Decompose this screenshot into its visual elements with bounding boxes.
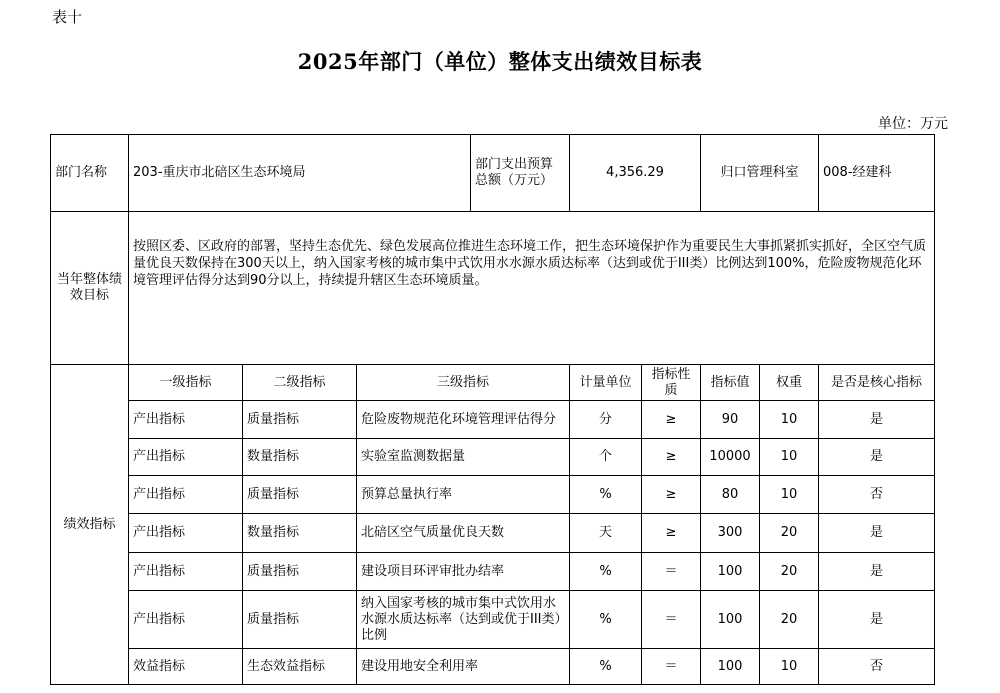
level3-cell: 危险废物规范化环境管理评估得分 [357,401,570,439]
unit-cell: % [570,591,642,649]
budget-label: 部门支出预算总额（万元） [471,135,570,212]
nature-cell: ≥ [642,514,701,553]
level1-cell: 效益指标 [129,649,243,685]
column-header: 一级指标 [129,365,243,401]
core-cell: 是 [819,591,935,649]
unit-cell: % [570,476,642,514]
level3-cell: 预算总量执行率 [357,476,570,514]
level2-cell: 质量指标 [243,476,357,514]
level2-cell: 质量指标 [243,591,357,649]
level3-cell: 纳入国家考核的城市集中式饮用水水源水质达标率（达到或优于III类）比例 [357,591,570,649]
weight-cell: 20 [760,591,819,649]
level1-cell: 产出指标 [129,439,243,476]
core-cell: 是 [819,401,935,439]
value-cell: 100 [701,649,760,685]
level1-cell: 产出指标 [129,476,243,514]
core-cell: 是 [819,514,935,553]
table-row [51,476,935,514]
goal-row [51,212,935,365]
core-cell: 否 [819,476,935,514]
nature-cell: ＝ [642,649,701,685]
level3-cell: 实验室监测数据量 [357,439,570,476]
table-row [51,591,935,649]
column-header: 二级指标 [243,365,357,401]
column-header: 是否是核心指标 [819,365,935,401]
core-cell: 否 [819,649,935,685]
nature-cell: ≥ [642,401,701,439]
core-cell: 是 [819,553,935,591]
unit-cell: % [570,553,642,591]
weight-cell: 10 [760,439,819,476]
value-cell: 100 [701,591,760,649]
column-header: 指标性质 [642,365,701,401]
unit-cell: 天 [570,514,642,553]
table-row [51,649,935,685]
office-label: 归口管理科室 [701,135,819,212]
nature-cell: ＝ [642,591,701,649]
value-cell: 90 [701,401,760,439]
office-value: 008-经建科 [819,135,935,212]
level2-cell: 质量指标 [243,553,357,591]
nature-cell: ＝ [642,553,701,591]
document-title: 2025年部门（单位）整体支出绩效目标表 [297,49,703,74]
value-cell: 300 [701,514,760,553]
table-row [51,439,935,476]
weight-cell: 20 [760,514,819,553]
goal-text: 按照区委、区政府的部署，坚持生态优先、绿色发展高位推进生态环境工作，把生态环境保护作为重要民生大事抓紧抓实抓好，全区空气质量优良天数保持在300天以上，纳入国家考核的城市集中式饮用水水源水质达标率（达到或优于III类）比例达到100%，危险废物规范化环境管理评估得分达到90分以上，持续提升辖区生态环境质量。 [129,212,935,365]
table-row [51,514,935,553]
column-header: 计量单位 [570,365,642,401]
goal-label: 当年整体绩效目标 [51,212,129,365]
table-number: 表十 [52,8,83,26]
weight-cell: 10 [760,649,819,685]
weight-cell: 10 [760,401,819,439]
value-cell: 80 [701,476,760,514]
unit-label: 单位：万元 [878,116,948,132]
value-cell: 10000 [701,439,760,476]
nature-cell: ≥ [642,439,701,476]
indicators-label: 绩效指标 [51,365,129,685]
level2-cell: 数量指标 [243,514,357,553]
level1-cell: 产出指标 [129,591,243,649]
performance-target-table [50,134,935,685]
budget-value: 4,356.29 [570,135,701,212]
value-cell: 100 [701,553,760,591]
dept-info-row [51,135,935,212]
level2-cell: 质量指标 [243,401,357,439]
column-header: 指标值 [701,365,760,401]
unit-cell: 分 [570,401,642,439]
level3-cell: 北碚区空气质量优良天数 [357,514,570,553]
level1-cell: 产出指标 [129,514,243,553]
indicator-header-row [51,365,935,401]
weight-cell: 20 [760,553,819,591]
table-row [51,553,935,591]
level1-cell: 产出指标 [129,401,243,439]
nature-cell: ≥ [642,476,701,514]
level2-cell: 数量指标 [243,439,357,476]
dept-name-label: 部门名称 [51,135,129,212]
level1-cell: 产出指标 [129,553,243,591]
column-header: 权重 [760,365,819,401]
column-header: 三级指标 [357,365,570,401]
table-row [51,401,935,439]
unit-cell: % [570,649,642,685]
dept-name-value: 203-重庆市北碚区生态环境局 [129,135,471,212]
unit-cell: 个 [570,439,642,476]
level3-cell: 建设项目环评审批办结率 [357,553,570,591]
weight-cell: 10 [760,476,819,514]
level3-cell: 建设用地安全利用率 [357,649,570,685]
core-cell: 是 [819,439,935,476]
level2-cell: 生态效益指标 [243,649,357,685]
